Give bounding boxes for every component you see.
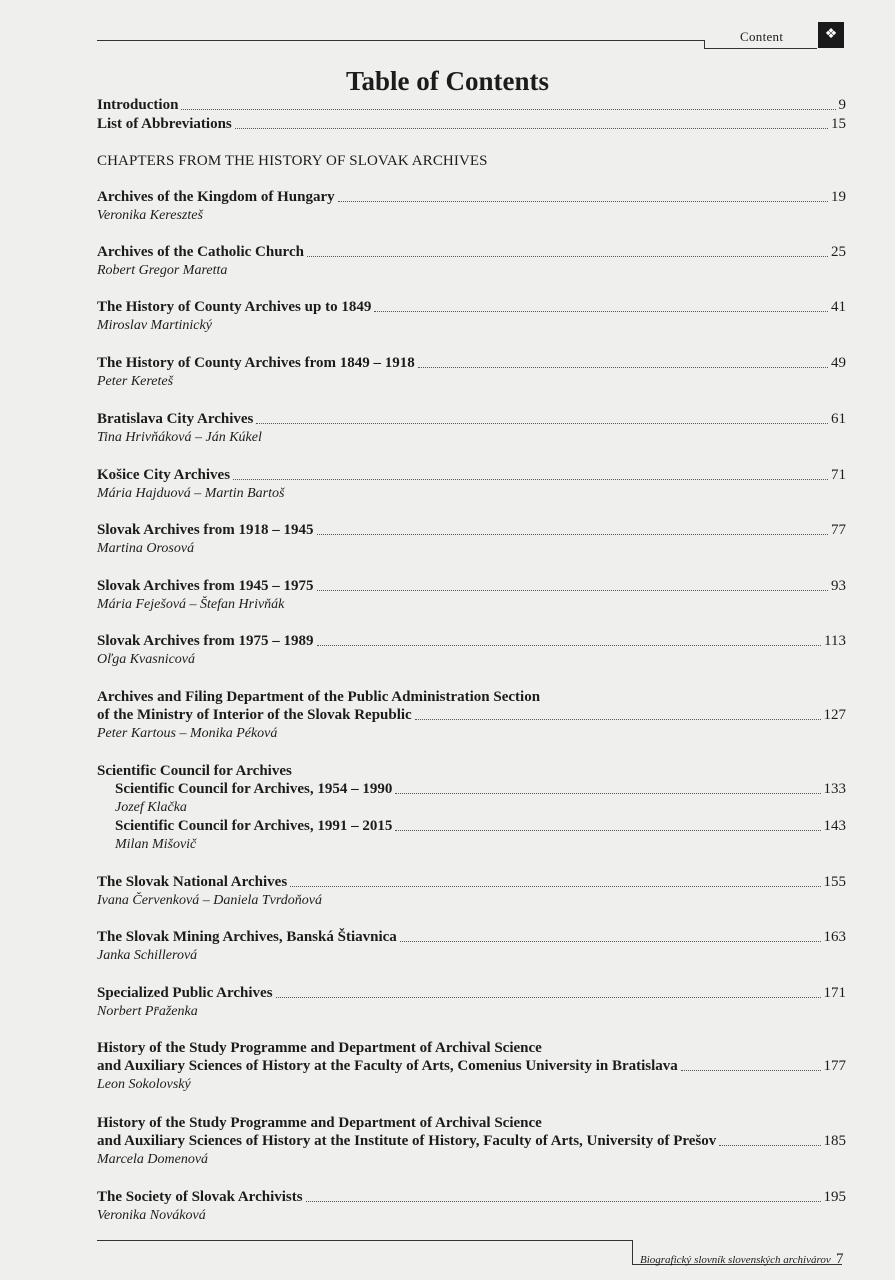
entry-title: Archives of the Kingdom of Hungary — [97, 189, 335, 205]
entry-author: Peter Kereteš — [97, 374, 174, 389]
entry-author: Tina Hrivňáková – Ján Kúkel — [97, 430, 262, 445]
entry-title: Introduction — [97, 97, 179, 113]
entry-page: 177 — [823, 1058, 846, 1074]
dot-leader — [415, 719, 821, 720]
page-title: Table of Contents — [345, 66, 550, 96]
entry-page: 19 — [831, 189, 846, 205]
entry-page: 49 — [831, 355, 846, 371]
entry-title-line1[interactable]: Archives and Filing Department of the Public Administration Section — [97, 689, 541, 705]
diamond-ornament-icon: ❖ — [818, 22, 844, 48]
entry-page: 61 — [831, 411, 846, 427]
entry-title: Slovak Archives from 1918 – 1945 — [97, 522, 314, 538]
entry-page: 127 — [823, 707, 846, 723]
entry-author: Janka Schillerová — [97, 948, 198, 963]
dot-leader — [338, 201, 828, 202]
dot-leader — [400, 941, 821, 942]
dot-leader — [256, 423, 828, 424]
entry-author: Jozef Klačka — [115, 800, 187, 815]
entry-page: 133 — [823, 781, 846, 797]
dot-leader — [719, 1145, 820, 1146]
dot-leader — [418, 367, 828, 368]
entry-page: 93 — [831, 578, 846, 594]
entry-page: 143 — [823, 818, 846, 834]
entry-page: 9 — [838, 97, 846, 113]
toc-entry[interactable] — [97, 521, 846, 539]
dot-leader — [181, 109, 835, 110]
header-section-label: Content — [740, 29, 784, 44]
entry-title: Košice City Archives — [97, 467, 231, 483]
entry-author: Veronika Nováková — [97, 1208, 206, 1223]
dot-leader — [395, 793, 820, 794]
toc-entry[interactable] — [97, 410, 846, 428]
entry-author: Norbert Pr̄aženka — [97, 1004, 198, 1019]
toc-subentry[interactable] — [97, 817, 846, 835]
entry-page: 155 — [823, 874, 846, 890]
toc-entry[interactable] — [97, 466, 846, 484]
entry-title: The History of County Archives up to 1849 — [97, 299, 372, 315]
entry-title: of the Ministry of Interior of the Slovak Republic — [97, 707, 412, 723]
entry-author: Peter Kartous – Monika Péková — [97, 726, 278, 741]
entry-page: 41 — [831, 299, 846, 315]
header-rule — [97, 40, 705, 41]
dot-leader — [681, 1070, 821, 1071]
header-rule-lower — [704, 48, 817, 49]
chapters-heading: CHAPTERS FROM THE HISTORY OF SLOVAK ARCHIVES — [97, 153, 488, 169]
entry-title-line1[interactable]: History of the Study Programme and Department of Archival Science — [97, 1115, 542, 1131]
entry-title: Scientific Council for Archives, 1991 – 2015 — [115, 818, 393, 834]
entry-title: and Auxiliary Sciences of History at the Faculty of Arts, Comenius University in Bratislava — [97, 1058, 678, 1074]
toc-entry[interactable] — [97, 928, 846, 946]
footer-rule — [97, 1240, 632, 1241]
entry-title: Bratislava City Archives — [97, 411, 254, 427]
toc-entry-presov-programme[interactable] — [97, 1132, 846, 1150]
footer-page-number: 7 — [836, 1251, 844, 1267]
dot-leader — [395, 830, 820, 831]
entry-page: 163 — [823, 929, 846, 945]
entry-title: Slovak Archives from 1975 – 1989 — [97, 633, 314, 649]
entry-author: Mária Hajduová – Martin Bartoš — [97, 486, 285, 501]
entry-title: The Society of Slovak Archivists — [97, 1189, 303, 1205]
entry-page: 171 — [823, 985, 846, 1001]
entry-title: and Auxiliary Sciences of History at the Institute of History, Faculty of Arts, University of Prešov — [97, 1133, 717, 1149]
entry-author: Mária Feješová – Štefan Hrivňák — [97, 597, 285, 612]
entry-title-line1[interactable]: History of the Study Programme and Department of Archival Science — [97, 1040, 542, 1056]
dot-leader — [235, 128, 828, 129]
entry-author: Martina Orosová — [97, 541, 195, 556]
dot-leader — [276, 997, 821, 998]
entry-author: Marcela Domenová — [97, 1152, 209, 1167]
entry-title: The Slovak National Archives — [97, 874, 288, 890]
entry-author: Milan Mišovič — [115, 837, 197, 852]
dot-leader — [317, 534, 828, 535]
toc-entry[interactable] — [97, 354, 846, 372]
toc-subentry[interactable] — [97, 780, 846, 798]
entry-title: Specialized Public Archives — [97, 985, 273, 1001]
header-rule-step — [704, 40, 705, 48]
toc-entry[interactable] — [97, 188, 846, 206]
toc-entry[interactable] — [97, 298, 846, 316]
entry-title: Archives of the Catholic Church — [97, 244, 304, 260]
entry-page: 195 — [823, 1189, 846, 1205]
entry-author: Ivana Červenková – Daniela Tvrdoňová — [97, 893, 322, 908]
entry-author: Leon Sokolovský — [97, 1077, 191, 1092]
entry-author: Oľga Kvasnicová — [97, 652, 196, 667]
toc-entry[interactable] — [97, 632, 846, 650]
entry-author: Miroslav Martinický — [97, 318, 212, 333]
entry-author: Veronika Kereszteš — [97, 208, 203, 223]
dot-leader — [307, 256, 828, 257]
toc-entry[interactable] — [97, 577, 846, 595]
toc-entry-bratislava-programme[interactable] — [97, 1057, 846, 1075]
entry-title: List of Abbreviations — [97, 116, 232, 132]
toc-entry-introduction[interactable] — [97, 96, 846, 114]
toc-entry[interactable] — [97, 873, 846, 891]
entry-page: 25 — [831, 244, 846, 260]
entry-page: 77 — [831, 522, 846, 538]
entry-title: Slovak Archives from 1945 – 1975 — [97, 578, 314, 594]
footer-book-title: Biografický slovník slovenských archivárov — [640, 1254, 831, 1266]
entry-author: Robert Gregor Maretta — [97, 263, 228, 278]
dot-leader — [233, 479, 828, 480]
toc-entry[interactable] — [97, 984, 846, 1002]
entry-title: The Slovak Mining Archives, Banská Štiavnica — [97, 929, 397, 945]
footer-rule-step — [632, 1240, 633, 1264]
council-heading[interactable]: Scientific Council for Archives — [97, 763, 292, 779]
dot-leader — [374, 311, 828, 312]
entry-title: The History of County Archives from 1849 – 1918 — [97, 355, 415, 371]
toc-entry-abbreviations[interactable] — [97, 115, 846, 133]
toc-entry-society[interactable] — [97, 1188, 846, 1206]
entry-page: 113 — [824, 633, 846, 649]
toc-entry-ministry[interactable] — [97, 706, 846, 724]
dot-leader — [290, 886, 820, 887]
dot-leader — [317, 645, 822, 646]
entry-page: 15 — [831, 116, 846, 132]
dot-leader — [317, 590, 828, 591]
entry-title: Scientific Council for Archives, 1954 – 1990 — [115, 781, 393, 797]
toc-entry[interactable] — [97, 243, 846, 261]
dot-leader — [306, 1201, 821, 1202]
entry-page: 185 — [823, 1133, 846, 1149]
entry-page: 71 — [831, 467, 846, 483]
